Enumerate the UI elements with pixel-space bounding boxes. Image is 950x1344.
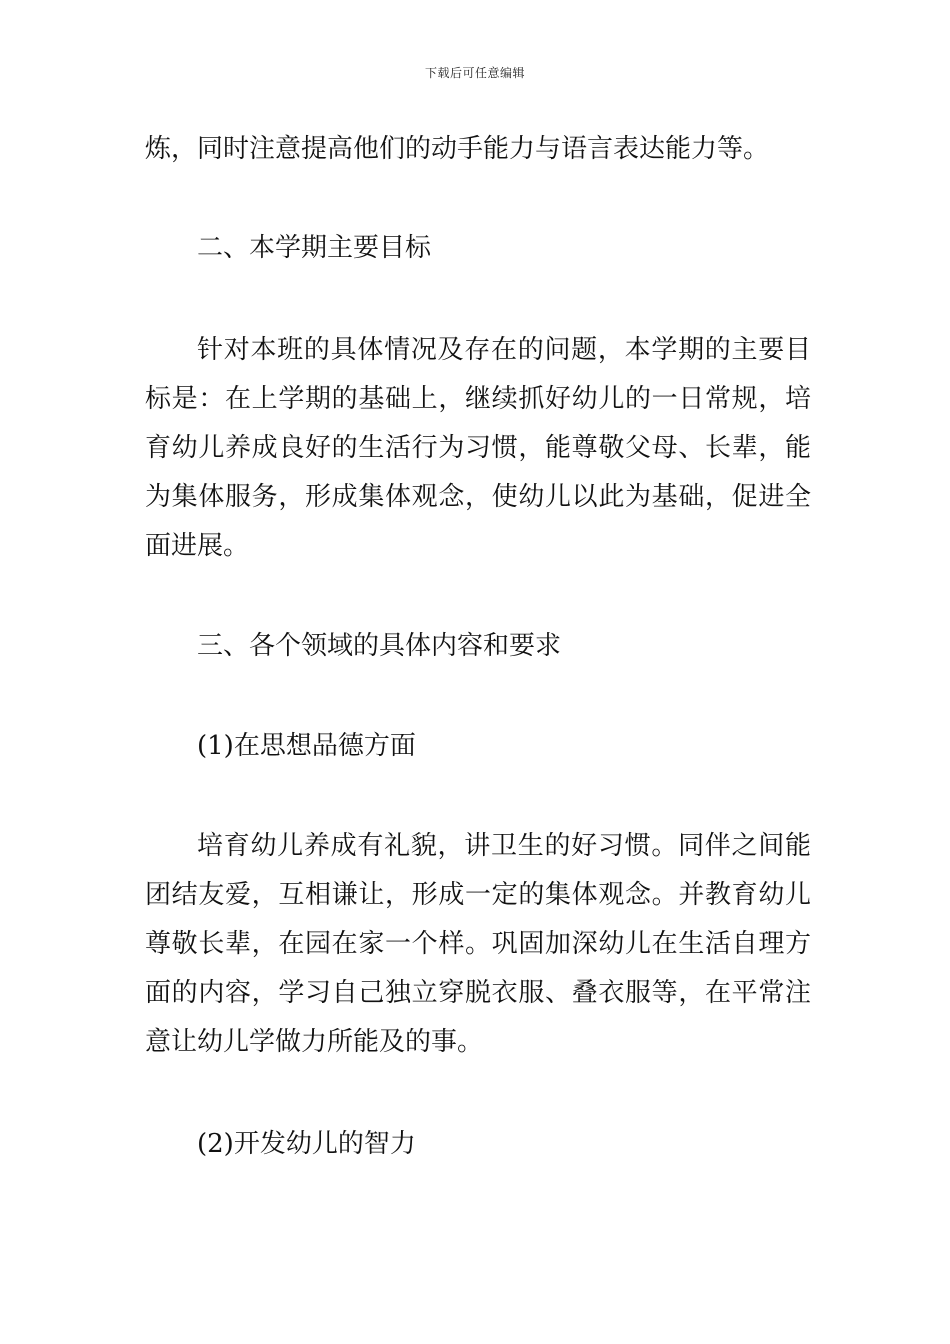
section-heading-content: 三、各个领域的具体内容和要求 — [197, 631, 562, 661]
paragraph-goals: 针对本班的具体情况及存在的问题，本学期的主要目标是：在上学期的基础上，继续抓好幼儿的一日常规，培育幼儿养成良好的生活行为习惯，能尊敬父母、长辈，能为集体服务，形成集体观念，使幼儿以此为基础，促进全面进展。 — [145, 335, 811, 561]
subsection-heading-intelligence: (2)开发幼儿的智力 — [197, 1129, 416, 1159]
section-heading-goals: 二、本学期主要目标 — [197, 233, 432, 263]
paragraph-continuation: 炼，同时注意提高他们的动手能力与语言表达能力等。 — [145, 134, 770, 164]
page-header: 下载后可任意编辑 — [424, 66, 525, 80]
paragraph-morality: 培育幼儿养成有礼貌，讲卫生的好习惯。同伴之间能团结友爱，互相谦让，形成一定的集体观念。并教育幼儿尊敬长辈，在园在家一个样。巩固加深幼儿在生活自理方面的内容，学习自己独立穿脱衣服、叠衣服等，在平常注意让幼儿学做力所能及的事。 — [145, 831, 811, 1057]
subsection-heading-morality: (1)在思想品德方面 — [197, 731, 416, 761]
